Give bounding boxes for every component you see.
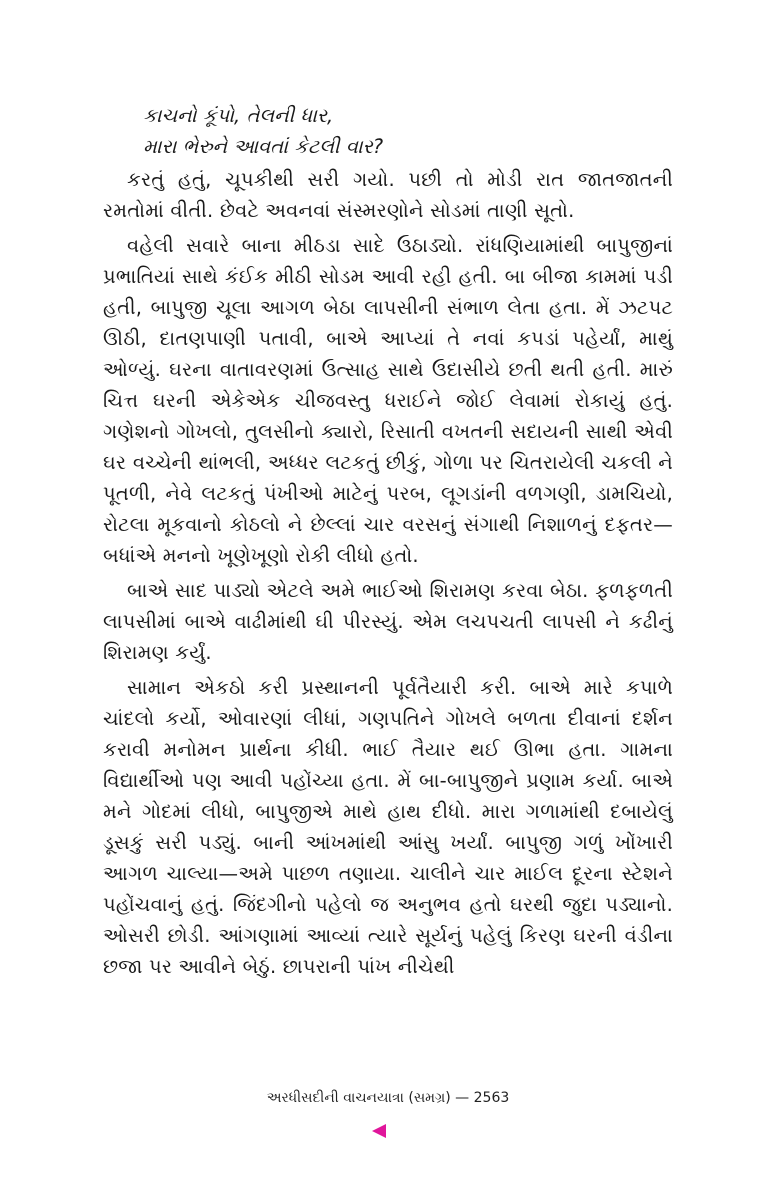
prev-page-triangle-left-icon[interactable] — [372, 1124, 386, 1138]
verse-line-2: મારા ભેરુને આવતાં કેટલી વાર? — [143, 135, 384, 158]
verse — [143, 100, 673, 162]
verse-line-1: કાચનો કૂંપો, તેલની ધાર, — [143, 104, 334, 127]
paragraph-2: વહેલી સવારે બાના મીઠડા સાદે ઉઠાડ્યો. રાંધણિયામાંથી બાપુજીનાં પ્રભાતિયાં સાથે કંઈક મીઠી સોડમ આવી રહી હતી. બા બીજા કામમાં પડી હતી, બાપુજી ચૂલા આગળ બેઠા લાપસીની સંભાળ લેતા હતા. મેં ઝટપટ ઊઠી, દાતણપાણી પતાવી, બાએ આપ્યાં તે નવાં કપડાં પહેર્યાં, માથું ઓળ્યું. ઘરના વાતાવરણમાં ઉત્સાહ સાથે ઉદાસીયે છતી થતી હતી. મારું ચિત્ત ઘરની એકેએક ચીજવસ્તુ ધરાઈને જોઈ લેવામાં રોકાયું હતું. ગણેશનો ગોખલો, તુલસીનો ક્યારો, રિસાતી વખતની સદાયની સાથી એવી ઘર વચ્ચેની થાંભલી, અધ્ધર લટકતું છીકું, ગોળા પર ચિતરાયેલી ચકલી ને પૂતળી, નેવે લટકતું પંખીઓ માટેનું પરબ, લૂગડાંની વળગણી, ડામચિયો, રોટલા મૂકવાનો કોઠલો ને છેલ્લાં ચાર વરસનું સંગાથી નિશાળનું દફતર—બધાંએ મનનો ખૂણેખૂણો રોકી લીધો હતો. — [103, 234, 673, 567]
page-footer: અરધીસદીની વાચનયાત્રા (સમગ્ર) — 2563 — [266, 1090, 510, 1106]
page-content — [103, 100, 673, 986]
paragraph-1: કરતું હતું, ચૂપકીથી સરી ગયો. પછી તો મોડી રાત જાતજાતની રમતોમાં વીતી. છેવટે અવનવાં સંસ્મરણોને સોડમાં તાણી સૂતો. — [103, 168, 673, 222]
paragraph-3: બાએ સાદ પાડ્યો એટલે અમે ભાઈઓ શિરામણ કરવા બેઠા. ફળફળતી લાપસીમાં બાએ વાઢીમાંથી ઘી પીરસ્યું. એમ લચપચતી લાપસી ને કઢીનું શિરામણ કર્યું. — [103, 579, 673, 664]
paragraph-4: સામાન એકઠો કરી પ્રસ્થાનની પૂર્વતૈયારી કરી. બાએ મારે કપાળે ચાંદલો કર્યો, ઓવારણાં લીધાં, ગણપતિને ગોખલે બળતા દીવાનાં દર્શન કરાવી મનોમન પ્રાર્થના કીધી. ભાઈ તૈયાર થઈ ઊભા હતા. ગામના વિદ્યાર્થીઓ પણ આવી પહોંચ્યા હતા. મેં બા-બાપુજીને પ્રણામ કર્યા. બાએ મને ગોદમાં લીધો, બાપુજીએ માથે હાથ દીધો. મારા ગળામાંથી દબાયેલું ડૂસકું સરી પડ્યું. બાની આંખમાંથી આંસુ ખર્યાં. બાપુજી ગળું ખોંખારી આગળ ચાલ્યા—અમે પાછળ તણાયા. ચાલીને ચાર માઈલ દૂરના સ્ટેશને પહોંચવાનું હતું. જિંદગીનો પહેલો જ અનુભવ હતો ઘરથી જુદા પડ્યાનો. ઓસરી છોડી. આંગણામાં આવ્યાં ત્યારે સૂર્યનું પહેલું કિરણ ઘરની વંડીના છજા પર આવીને બેઠું. છાપરાની પાંખ નીચેથી — [103, 676, 673, 978]
